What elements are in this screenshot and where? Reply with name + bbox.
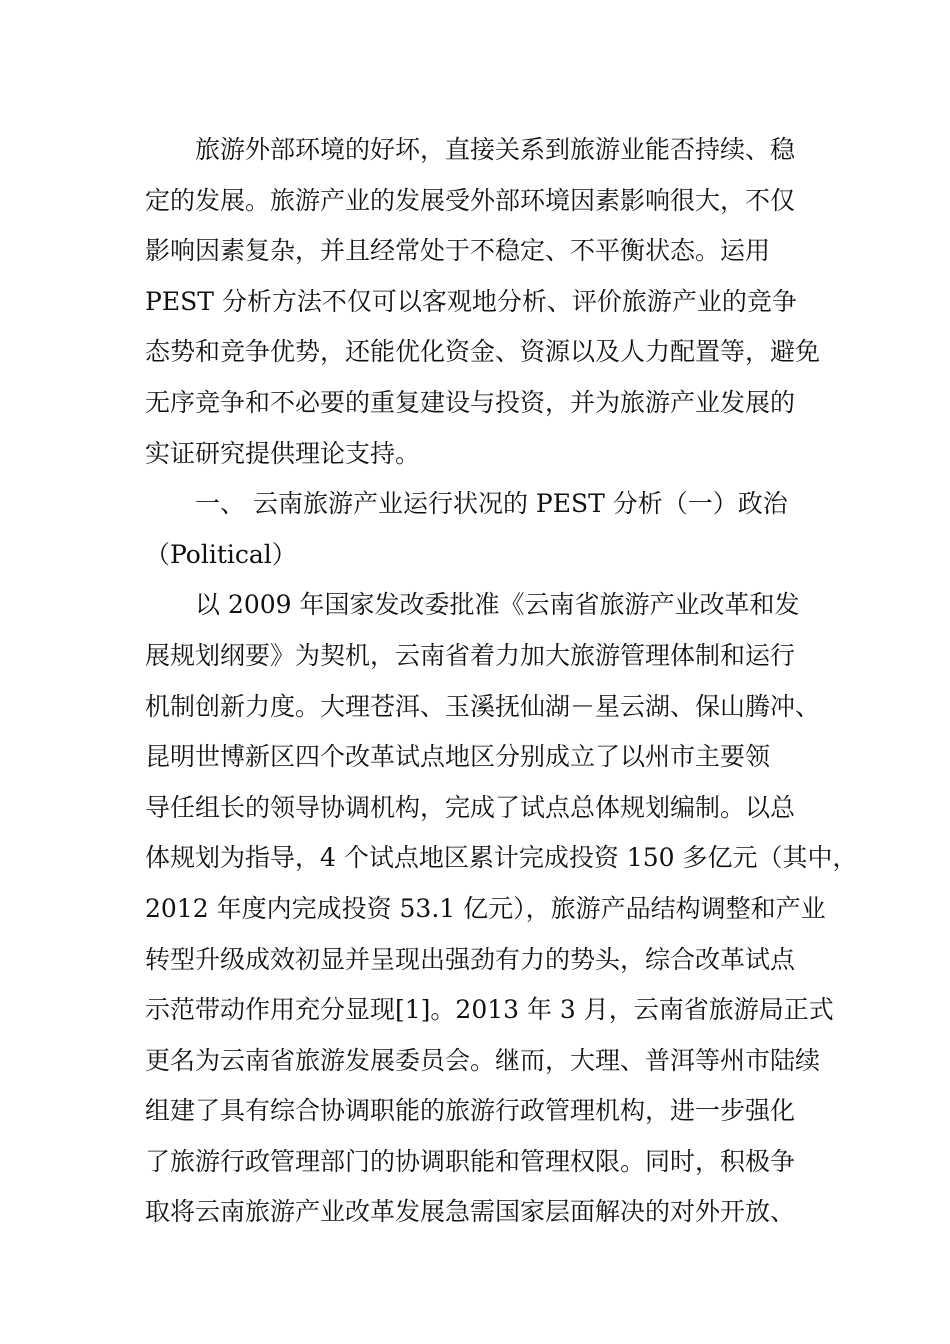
text-line: 示范带动作用充分显现[1]。2013 年 3 月，云南省旅游局正式 bbox=[145, 995, 834, 1025]
section-heading: 一、 云南旅游产业运行状况的 PEST 分析（一）政治 bbox=[195, 489, 788, 519]
text-line: 展规划纲要》为契机，云南省着力加大旅游管理体制和运行 bbox=[145, 640, 796, 670]
text-line: 无序竞争和不必要的重复建设与投资，并为旅游产业发展的 bbox=[145, 387, 796, 417]
text-line: 体规划为指导，4 个试点地区累计完成投资 150 多亿元（其中， bbox=[145, 843, 858, 873]
text-line: 定的发展。旅游产业的发展受外部环境因素影响很大，不仅 bbox=[145, 185, 796, 215]
text-line: 机制创新力度。大理苍洱、玉溪抚仙湖－星云湖、保山腾冲、 bbox=[145, 691, 821, 721]
text-line: 旅游外部环境的好坏，直接关系到旅游业能否持续、稳 bbox=[195, 135, 796, 164]
text-line: 组建了具有综合协调职能的旅游行政管理机构，进一步强化 bbox=[145, 1096, 796, 1126]
text-line: 2012 年度内完成投资 53.1 亿元），旅游产品结构调整和产业 bbox=[145, 893, 826, 923]
text-line: 实证研究提供理论支持。 bbox=[145, 438, 421, 468]
text-line: 转型升级成效初显并呈现出强劲有力的势头，综合改革试点 bbox=[145, 944, 796, 974]
text-line: 态势和竞争优势，还能优化资金、资源以及人力配置等，避免 bbox=[145, 337, 821, 367]
text-line: 以 2009 年国家发改委批准《云南省旅游产业改革和发 bbox=[195, 590, 800, 620]
text-line: 昆明世博新区四个改革试点地区分别成立了以州市主要领 bbox=[145, 742, 771, 772]
text-line: 导任组长的领导协调机构，完成了试点总体规划编制。以总 bbox=[145, 792, 796, 822]
text-line: 更名为云南省旅游发展委员会。继而，大理、普洱等州市陆续 bbox=[145, 1045, 821, 1075]
text-line: 了旅游行政管理部门的协调职能和管理权限。同时，积极争 bbox=[145, 1146, 796, 1176]
text-line: 取将云南旅游产业改革发展急需国家层面解决的对外开放、 bbox=[145, 1197, 796, 1227]
section-heading-continued: （Political） bbox=[145, 539, 297, 569]
text-line: 影响因素复杂，并且经常处于不稳定、不平衡状态。运用 bbox=[145, 236, 771, 266]
body-text bbox=[145, 125, 858, 1238]
text-line: PEST 分析方法不仅可以客观地分析、评价旅游产业的竞争 bbox=[145, 286, 797, 316]
